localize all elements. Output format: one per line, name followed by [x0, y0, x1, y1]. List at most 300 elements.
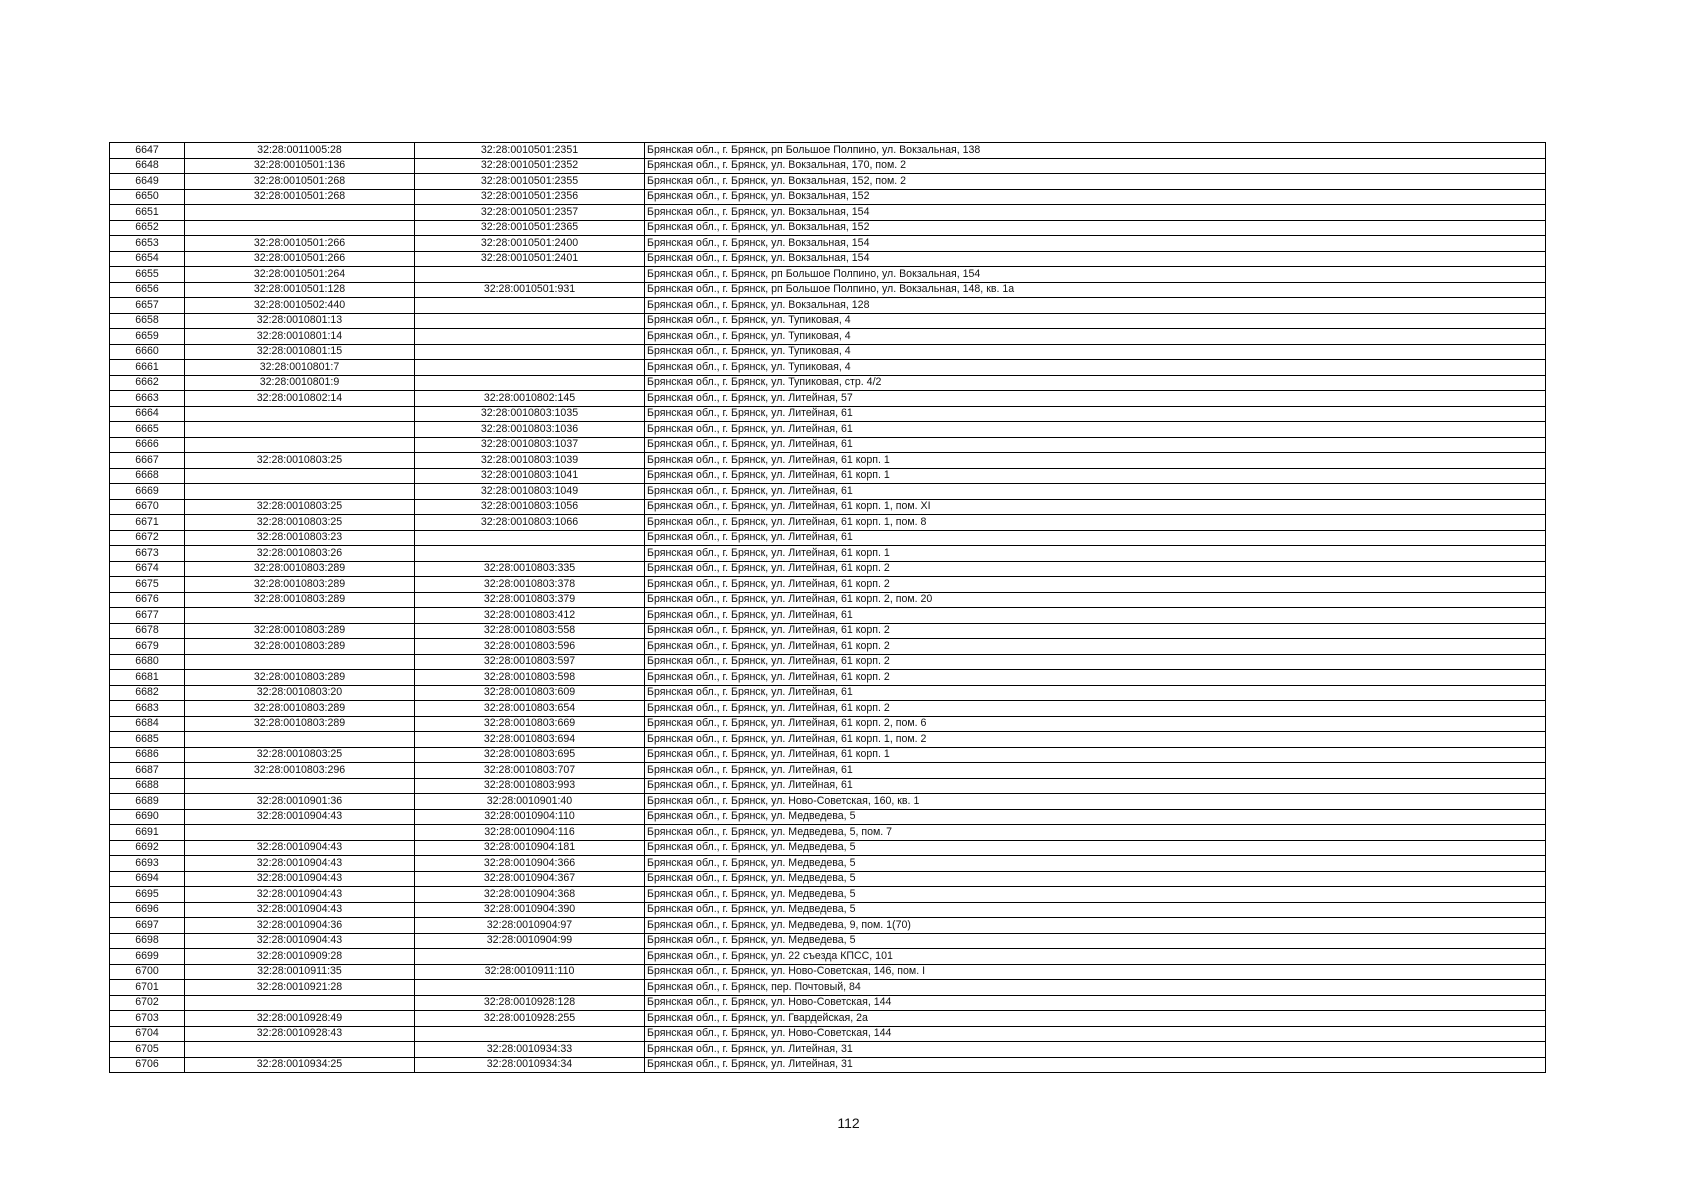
address-cell: Брянская обл., г. Брянск, ул. Ново-Советская, 144: [645, 1026, 1546, 1042]
table-row: [110, 809, 1546, 825]
cadastral-number-cell: 32:28:0010904:43: [185, 887, 415, 903]
linked-cadastral-number-cell: 32:28:0010934:34: [415, 1057, 645, 1073]
linked-cadastral-number-cell: 32:28:0010501:2351: [415, 143, 645, 159]
address-cell: Брянская обл., г. Брянск, ул. Медведева, 5: [645, 856, 1546, 872]
linked-cadastral-number-cell: 32:28:0010803:558: [415, 623, 645, 639]
cadastral-number-cell: 32:28:0010501:136: [185, 158, 415, 174]
linked-cadastral-number-cell: 32:28:0010803:1039: [415, 453, 645, 469]
cadastral-number-cell: 32:28:0010803:289: [185, 577, 415, 593]
address-cell: Брянская обл., г. Брянск, рп Большое Полпино, ул. Вокзальная, 154: [645, 267, 1546, 283]
linked-cadastral-number-cell: 32:28:0010803:707: [415, 763, 645, 779]
linked-cadastral-number-cell: 32:28:0010928:128: [415, 995, 645, 1011]
address-cell: Брянская обл., г. Брянск, ул. Медведева, 5: [645, 933, 1546, 949]
cadastral-number-cell: 32:28:0010502:440: [185, 298, 415, 314]
row-number-cell: 6670: [110, 499, 185, 515]
address-cell: Брянская обл., г. Брянск, ул. Вокзальная, 128: [645, 298, 1546, 314]
table-row: [110, 825, 1546, 841]
cadastral-number-cell: [185, 995, 415, 1011]
row-number-cell: 6706: [110, 1057, 185, 1073]
address-cell: Брянская обл., г. Брянск, ул. Литейная, 61: [645, 422, 1546, 438]
cadastral-number-cell: 32:28:0010803:26: [185, 546, 415, 562]
cadastral-number-cell: 32:28:0010803:289: [185, 701, 415, 717]
table-row: [110, 701, 1546, 717]
linked-cadastral-number-cell: 32:28:0010803:669: [415, 716, 645, 732]
cadastral-number-cell: [185, 468, 415, 484]
table-row: [110, 794, 1546, 810]
row-number-cell: 6662: [110, 375, 185, 391]
address-cell: Брянская обл., г. Брянск, ул. Медведева, 9, пом. 1(70): [645, 918, 1546, 934]
cadastral-number-cell: 32:28:0010803:25: [185, 453, 415, 469]
row-number-cell: 6650: [110, 189, 185, 205]
linked-cadastral-number-cell: [415, 546, 645, 562]
row-number-cell: 6699: [110, 949, 185, 965]
table-row: [110, 546, 1546, 562]
table-row: [110, 1042, 1546, 1058]
linked-cadastral-number-cell: 32:28:0010904:99: [415, 933, 645, 949]
row-number-cell: 6663: [110, 391, 185, 407]
cadastral-number-cell: 32:28:0010911:35: [185, 964, 415, 980]
row-number-cell: 6692: [110, 840, 185, 856]
linked-cadastral-number-cell: 32:28:0010904:367: [415, 871, 645, 887]
table-row: [110, 282, 1546, 298]
row-number-cell: 6686: [110, 747, 185, 763]
cadastral-number-cell: 32:28:0010801:13: [185, 313, 415, 329]
address-cell: Брянская обл., г. Брянск, ул. Литейная, 57: [645, 391, 1546, 407]
table-row: [110, 933, 1546, 949]
cadastral-number-cell: 32:28:0010928:49: [185, 1011, 415, 1027]
row-number-cell: 6705: [110, 1042, 185, 1058]
cadastral-number-cell: [185, 778, 415, 794]
row-number-cell: 6693: [110, 856, 185, 872]
address-cell: Брянская обл., г. Брянск, ул. Литейная, 61 корп. 1: [645, 468, 1546, 484]
cadastral-number-cell: [185, 205, 415, 221]
row-number-cell: 6701: [110, 980, 185, 996]
cadastral-number-cell: 32:28:0010801:9: [185, 375, 415, 391]
row-number-cell: 6680: [110, 654, 185, 670]
row-number-cell: 6672: [110, 530, 185, 546]
linked-cadastral-number-cell: 32:28:0010501:2357: [415, 205, 645, 221]
table-row: [110, 313, 1546, 329]
address-cell: Брянская обл., г. Брянск, ул. Вокзальная, 170, пом. 2: [645, 158, 1546, 174]
cadastral-number-cell: 32:28:0010934:25: [185, 1057, 415, 1073]
address-cell: Брянская обл., г. Брянск, ул. Литейная, 61 корп. 1: [645, 453, 1546, 469]
row-number-cell: 6688: [110, 778, 185, 794]
address-cell: Брянская обл., г. Брянск, ул. Вокзальная, 154: [645, 205, 1546, 221]
address-cell: Брянская обл., г. Брянск, ул. Тупиковая, 4: [645, 344, 1546, 360]
table-row: [110, 251, 1546, 267]
cadastral-number-cell: [185, 406, 415, 422]
cadastral-number-cell: 32:28:0010802:14: [185, 391, 415, 407]
address-cell: Брянская обл., г. Брянск, ул. Медведева, 5: [645, 887, 1546, 903]
cadastral-number-cell: 32:28:0010501:268: [185, 189, 415, 205]
table-row: [110, 391, 1546, 407]
cadastral-number-cell: 32:28:0010501:268: [185, 174, 415, 190]
address-cell: Брянская обл., г. Брянск, ул. Литейная, 61 корп. 2: [645, 639, 1546, 655]
row-number-cell: 6704: [110, 1026, 185, 1042]
table-row: [110, 406, 1546, 422]
table-row: [110, 1026, 1546, 1042]
row-number-cell: 6651: [110, 205, 185, 221]
row-number-cell: 6677: [110, 608, 185, 624]
cadastral-number-cell: [185, 437, 415, 453]
address-cell: Брянская обл., г. Брянск, ул. Литейная, 61 корп. 2: [645, 654, 1546, 670]
cadastral-number-cell: 32:28:0010803:289: [185, 639, 415, 655]
address-cell: Брянская обл., г. Брянск, ул. Тупиковая, стр. 4/2: [645, 375, 1546, 391]
row-number-cell: 6674: [110, 561, 185, 577]
cadastral-number-cell: 32:28:0010801:7: [185, 360, 415, 376]
linked-cadastral-number-cell: 32:28:0010803:596: [415, 639, 645, 655]
table-row: [110, 515, 1546, 531]
cadastral-number-cell: 32:28:0010904:43: [185, 871, 415, 887]
table-row: [110, 1057, 1546, 1073]
table-row: [110, 732, 1546, 748]
table-row: [110, 267, 1546, 283]
table-row: [110, 980, 1546, 996]
cadastral-number-cell: 32:28:0011005:28: [185, 143, 415, 159]
linked-cadastral-number-cell: 32:28:0010803:598: [415, 670, 645, 686]
linked-cadastral-number-cell: 32:28:0010803:654: [415, 701, 645, 717]
table-row: [110, 344, 1546, 360]
row-number-cell: 6697: [110, 918, 185, 934]
row-number-cell: 6665: [110, 422, 185, 438]
table-row: [110, 375, 1546, 391]
linked-cadastral-number-cell: 32:28:0010803:609: [415, 685, 645, 701]
row-number-cell: 6703: [110, 1011, 185, 1027]
address-cell: Брянская обл., г. Брянск, ул. Литейная, 61: [645, 608, 1546, 624]
table-row: [110, 437, 1546, 453]
cadastral-number-cell: 32:28:0010928:43: [185, 1026, 415, 1042]
cadastral-number-cell: 32:28:0010904:43: [185, 902, 415, 918]
registry-table-body: [110, 143, 1546, 1073]
property-registry-table: [109, 142, 1546, 1073]
linked-cadastral-number-cell: [415, 298, 645, 314]
address-cell: Брянская обл., г. Брянск, рп Большое Полпино, ул. Вокзальная, 148, кв. 1а: [645, 282, 1546, 298]
table-row: [110, 623, 1546, 639]
table-row: [110, 763, 1546, 779]
linked-cadastral-number-cell: 32:28:0010803:1066: [415, 515, 645, 531]
address-cell: Брянская обл., г. Брянск, ул. Литейная, 61 корп. 2: [645, 577, 1546, 593]
row-number-cell: 6685: [110, 732, 185, 748]
table-row: [110, 654, 1546, 670]
address-cell: Брянская обл., г. Брянск, ул. Литейная, 61 корп. 2, пом. 20: [645, 592, 1546, 608]
row-number-cell: 6668: [110, 468, 185, 484]
row-number-cell: 6647: [110, 143, 185, 159]
cadastral-number-cell: 32:28:0010904:36: [185, 918, 415, 934]
address-cell: Брянская обл., г. Брянск, ул. Литейная, 61 корп. 1, пом. 8: [645, 515, 1546, 531]
cadastral-number-cell: 32:28:0010803:25: [185, 747, 415, 763]
row-number-cell: 6698: [110, 933, 185, 949]
cadastral-number-cell: [185, 422, 415, 438]
row-number-cell: 6695: [110, 887, 185, 903]
row-number-cell: 6653: [110, 236, 185, 252]
linked-cadastral-number-cell: 32:28:0010904:110: [415, 809, 645, 825]
cadastral-number-cell: 32:28:0010803:289: [185, 561, 415, 577]
cadastral-number-cell: 32:28:0010803:25: [185, 515, 415, 531]
linked-cadastral-number-cell: 32:28:0010803:1049: [415, 484, 645, 500]
address-cell: Брянская обл., г. Брянск, ул. Медведева, 5, пом. 7: [645, 825, 1546, 841]
cadastral-number-cell: 32:28:0010803:289: [185, 716, 415, 732]
linked-cadastral-number-cell: 32:28:0010802:145: [415, 391, 645, 407]
address-cell: Брянская обл., г. Брянск, ул. Литейная, 61: [645, 530, 1546, 546]
address-cell: Брянская обл., г. Брянск, ул. Вокзальная, 152, пом. 2: [645, 174, 1546, 190]
table-row: [110, 747, 1546, 763]
table-row: [110, 778, 1546, 794]
linked-cadastral-number-cell: 32:28:0010803:1041: [415, 468, 645, 484]
table-row: [110, 468, 1546, 484]
cadastral-number-cell: [185, 732, 415, 748]
table-row: [110, 887, 1546, 903]
address-cell: Брянская обл., г. Брянск, ул. 22 съезда КПСС, 101: [645, 949, 1546, 965]
address-cell: Брянская обл., г. Брянск, ул. Литейная, 61: [645, 484, 1546, 500]
address-cell: Брянская обл., г. Брянск, ул. Литейная, 61: [645, 685, 1546, 701]
address-cell: Брянская обл., г. Брянск, ул. Литейная, 61: [645, 763, 1546, 779]
linked-cadastral-number-cell: 32:28:0010934:33: [415, 1042, 645, 1058]
cadastral-number-cell: 32:28:0010501:128: [185, 282, 415, 298]
table-row: [110, 995, 1546, 1011]
linked-cadastral-number-cell: 32:28:0010501:2365: [415, 220, 645, 236]
table-row: [110, 158, 1546, 174]
address-cell: Брянская обл., г. Брянск, ул. Литейная, 61 корп. 2: [645, 670, 1546, 686]
address-cell: Брянская обл., г. Брянск, ул. Литейная, 61 корп. 2: [645, 561, 1546, 577]
cadastral-number-cell: 32:28:0010801:15: [185, 344, 415, 360]
linked-cadastral-number-cell: 32:28:0010803:597: [415, 654, 645, 670]
cadastral-number-cell: 32:28:0010901:36: [185, 794, 415, 810]
address-cell: Брянская обл., г. Брянск, пер. Почтовый, 84: [645, 980, 1546, 996]
table-row: [110, 499, 1546, 515]
row-number-cell: 6648: [110, 158, 185, 174]
linked-cadastral-number-cell: 32:28:0010904:390: [415, 902, 645, 918]
linked-cadastral-number-cell: 32:28:0010803:993: [415, 778, 645, 794]
linked-cadastral-number-cell: 32:28:0010904:116: [415, 825, 645, 841]
cadastral-number-cell: [185, 484, 415, 500]
linked-cadastral-number-cell: 32:28:0010501:931: [415, 282, 645, 298]
address-cell: Брянская обл., г. Брянск, рп Большое Полпино, ул. Вокзальная, 138: [645, 143, 1546, 159]
address-cell: Брянская обл., г. Брянск, ул. Ново-Советская, 160, кв. 1: [645, 794, 1546, 810]
linked-cadastral-number-cell: 32:28:0010501:2352: [415, 158, 645, 174]
linked-cadastral-number-cell: [415, 1026, 645, 1042]
table-row: [110, 856, 1546, 872]
address-cell: Брянская обл., г. Брянск, ул. Тупиковая, 4: [645, 313, 1546, 329]
linked-cadastral-number-cell: 32:28:0010911:110: [415, 964, 645, 980]
address-cell: Брянская обл., г. Брянск, ул. Медведева, 5: [645, 871, 1546, 887]
cadastral-number-cell: [185, 608, 415, 624]
address-cell: Брянская обл., г. Брянск, ул. Литейная, 61 корп. 2, пом. 6: [645, 716, 1546, 732]
address-cell: Брянская обл., г. Брянск, ул. Тупиковая, 4: [645, 329, 1546, 345]
cadastral-number-cell: 32:28:0010904:43: [185, 809, 415, 825]
address-cell: Брянская обл., г. Брянск, ул. Медведева, 5: [645, 809, 1546, 825]
table-row: [110, 329, 1546, 345]
linked-cadastral-number-cell: [415, 344, 645, 360]
address-cell: Брянская обл., г. Брянск, ул. Ново-Советская, 144: [645, 995, 1546, 1011]
row-number-cell: 6669: [110, 484, 185, 500]
cadastral-number-cell: 32:28:0010501:266: [185, 251, 415, 267]
table-row: [110, 902, 1546, 918]
table-row: [110, 949, 1546, 965]
address-cell: Брянская обл., г. Брянск, ул. Литейная, 61 корп. 1, пом. 2: [645, 732, 1546, 748]
table-row: [110, 871, 1546, 887]
cadastral-number-cell: 32:28:0010803:289: [185, 623, 415, 639]
linked-cadastral-number-cell: 32:28:0010803:695: [415, 747, 645, 763]
table-row: [110, 577, 1546, 593]
row-number-cell: 6689: [110, 794, 185, 810]
linked-cadastral-number-cell: 32:28:0010904:366: [415, 856, 645, 872]
table-row: [110, 685, 1546, 701]
row-number-cell: 6687: [110, 763, 185, 779]
cadastral-number-cell: 32:28:0010501:264: [185, 267, 415, 283]
cadastral-number-cell: 32:28:0010904:43: [185, 933, 415, 949]
cadastral-number-cell: 32:28:0010803:289: [185, 592, 415, 608]
linked-cadastral-number-cell: [415, 360, 645, 376]
row-number-cell: 6678: [110, 623, 185, 639]
linked-cadastral-number-cell: 32:28:0010904:368: [415, 887, 645, 903]
cadastral-number-cell: 32:28:0010803:23: [185, 530, 415, 546]
linked-cadastral-number-cell: [415, 375, 645, 391]
address-cell: Брянская обл., г. Брянск, ул. Тупиковая, 4: [645, 360, 1546, 376]
address-cell: Брянская обл., г. Брянск, ул. Вокзальная, 152: [645, 189, 1546, 205]
cadastral-number-cell: 32:28:0010803:289: [185, 670, 415, 686]
address-cell: Брянская обл., г. Брянск, ул. Литейная, 61 корп. 1: [645, 747, 1546, 763]
table-row: [110, 236, 1546, 252]
table-row: [110, 639, 1546, 655]
table-row: [110, 453, 1546, 469]
address-cell: Брянская обл., г. Брянск, ул. Ново-Советская, 146, пом. I: [645, 964, 1546, 980]
cadastral-number-cell: 32:28:0010803:20: [185, 685, 415, 701]
address-cell: Брянская обл., г. Брянск, ул. Гвардейская, 2а: [645, 1011, 1546, 1027]
linked-cadastral-number-cell: 32:28:0010501:2355: [415, 174, 645, 190]
row-number-cell: 6696: [110, 902, 185, 918]
address-cell: Брянская обл., г. Брянск, ул. Литейная, 61: [645, 406, 1546, 422]
row-number-cell: 6655: [110, 267, 185, 283]
linked-cadastral-number-cell: 32:28:0010904:181: [415, 840, 645, 856]
table-row: [110, 592, 1546, 608]
cadastral-number-cell: [185, 220, 415, 236]
linked-cadastral-number-cell: 32:28:0010803:694: [415, 732, 645, 748]
linked-cadastral-number-cell: 32:28:0010803:379: [415, 592, 645, 608]
row-number-cell: 6660: [110, 344, 185, 360]
table-row: [110, 189, 1546, 205]
row-number-cell: 6671: [110, 515, 185, 531]
address-cell: Брянская обл., г. Брянск, ул. Литейная, 61: [645, 437, 1546, 453]
linked-cadastral-number-cell: [415, 267, 645, 283]
table-row: [110, 1011, 1546, 1027]
table-row: [110, 561, 1546, 577]
table-row: [110, 360, 1546, 376]
row-number-cell: 6664: [110, 406, 185, 422]
linked-cadastral-number-cell: 32:28:0010803:335: [415, 561, 645, 577]
table-row: [110, 220, 1546, 236]
linked-cadastral-number-cell: 32:28:0010803:1035: [415, 406, 645, 422]
table-row: [110, 484, 1546, 500]
address-cell: Брянская обл., г. Брянск, ул. Литейная, 61 корп. 2: [645, 623, 1546, 639]
cadastral-number-cell: 32:28:0010801:14: [185, 329, 415, 345]
linked-cadastral-number-cell: 32:28:0010803:412: [415, 608, 645, 624]
linked-cadastral-number-cell: 32:28:0010803:378: [415, 577, 645, 593]
address-cell: Брянская обл., г. Брянск, ул. Литейная, 61 корп. 1: [645, 546, 1546, 562]
cadastral-number-cell: 32:28:0010904:43: [185, 856, 415, 872]
linked-cadastral-number-cell: [415, 313, 645, 329]
row-number-cell: 6683: [110, 701, 185, 717]
address-cell: Брянская обл., г. Брянск, ул. Литейная, 31: [645, 1042, 1546, 1058]
cadastral-number-cell: [185, 654, 415, 670]
address-cell: Брянская обл., г. Брянск, ул. Медведева, 5: [645, 902, 1546, 918]
row-number-cell: 6682: [110, 685, 185, 701]
linked-cadastral-number-cell: [415, 949, 645, 965]
table-row: [110, 840, 1546, 856]
address-cell: Брянская обл., г. Брянск, ул. Литейная, 61 корп. 2: [645, 701, 1546, 717]
table-row: [110, 716, 1546, 732]
page-number: 112: [837, 1115, 860, 1131]
address-cell: Брянская обл., г. Брянск, ул. Литейная, 61 корп. 1, пом. XI: [645, 499, 1546, 515]
table-row: [110, 530, 1546, 546]
row-number-cell: 6652: [110, 220, 185, 236]
table-row: [110, 670, 1546, 686]
row-number-cell: 6676: [110, 592, 185, 608]
row-number-cell: 6691: [110, 825, 185, 841]
row-number-cell: 6702: [110, 995, 185, 1011]
cadastral-number-cell: 32:28:0010909:28: [185, 949, 415, 965]
cadastral-number-cell: 32:28:0010921:28: [185, 980, 415, 996]
row-number-cell: 6661: [110, 360, 185, 376]
row-number-cell: 6656: [110, 282, 185, 298]
table-row: [110, 608, 1546, 624]
table-row: [110, 205, 1546, 221]
table-row: [110, 143, 1546, 159]
row-number-cell: 6700: [110, 964, 185, 980]
address-cell: Брянская обл., г. Брянск, ул. Медведева, 5: [645, 840, 1546, 856]
linked-cadastral-number-cell: 32:28:0010803:1036: [415, 422, 645, 438]
linked-cadastral-number-cell: 32:28:0010803:1056: [415, 499, 645, 515]
table-row: [110, 422, 1546, 438]
cadastral-number-cell: 32:28:0010501:266: [185, 236, 415, 252]
row-number-cell: 6690: [110, 809, 185, 825]
cadastral-number-cell: 32:28:0010803:25: [185, 499, 415, 515]
row-number-cell: 6649: [110, 174, 185, 190]
linked-cadastral-number-cell: 32:28:0010904:97: [415, 918, 645, 934]
linked-cadastral-number-cell: 32:28:0010501:2400: [415, 236, 645, 252]
cadastral-number-cell: 32:28:0010803:296: [185, 763, 415, 779]
row-number-cell: 6681: [110, 670, 185, 686]
cadastral-number-cell: [185, 825, 415, 841]
address-cell: Брянская обл., г. Брянск, ул. Литейная, 61: [645, 778, 1546, 794]
linked-cadastral-number-cell: [415, 980, 645, 996]
linked-cadastral-number-cell: 32:28:0010803:1037: [415, 437, 645, 453]
row-number-cell: 6694: [110, 871, 185, 887]
row-number-cell: 6679: [110, 639, 185, 655]
linked-cadastral-number-cell: 32:28:0010501:2401: [415, 251, 645, 267]
row-number-cell: 6657: [110, 298, 185, 314]
cadastral-number-cell: 32:28:0010904:43: [185, 840, 415, 856]
address-cell: Брянская обл., г. Брянск, ул. Вокзальная, 152: [645, 220, 1546, 236]
row-number-cell: 6684: [110, 716, 185, 732]
address-cell: Брянская обл., г. Брянск, ул. Литейная, 31: [645, 1057, 1546, 1073]
row-number-cell: 6658: [110, 313, 185, 329]
linked-cadastral-number-cell: [415, 329, 645, 345]
cadastral-number-cell: [185, 1042, 415, 1058]
address-cell: Брянская обл., г. Брянск, ул. Вокзальная, 154: [645, 236, 1546, 252]
row-number-cell: 6675: [110, 577, 185, 593]
row-number-cell: 6673: [110, 546, 185, 562]
linked-cadastral-number-cell: 32:28:0010901:40: [415, 794, 645, 810]
linked-cadastral-number-cell: [415, 530, 645, 546]
row-number-cell: 6667: [110, 453, 185, 469]
linked-cadastral-number-cell: 32:28:0010501:2356: [415, 189, 645, 205]
linked-cadastral-number-cell: 32:28:0010928:255: [415, 1011, 645, 1027]
table-row: [110, 174, 1546, 190]
row-number-cell: 6659: [110, 329, 185, 345]
row-number-cell: 6654: [110, 251, 185, 267]
row-number-cell: 6666: [110, 437, 185, 453]
table-row: [110, 918, 1546, 934]
